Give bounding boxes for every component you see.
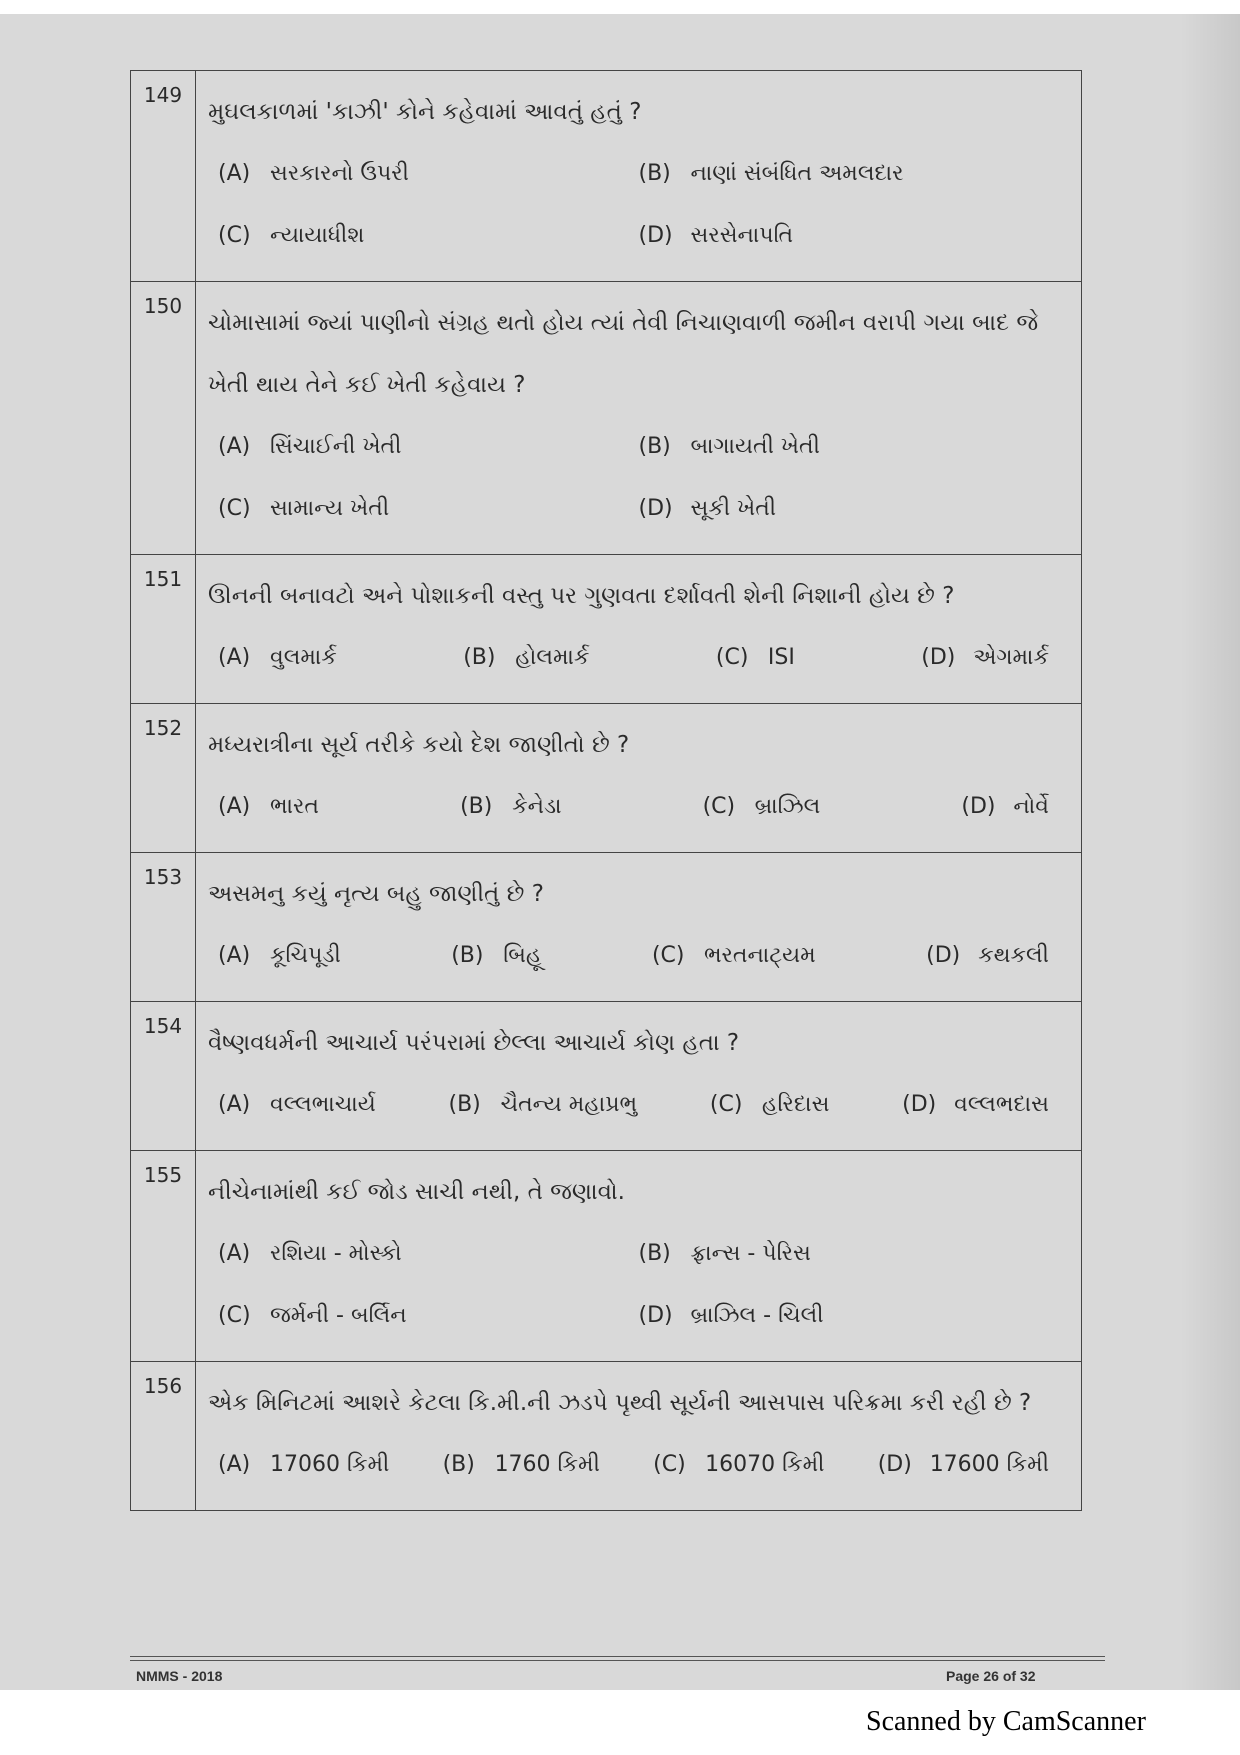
answer-option xyxy=(653,1434,824,1496)
option-letter: (B) xyxy=(638,1241,671,1266)
option-text: સરસેનાપતિ xyxy=(690,223,794,248)
option-text: વલ્લભાચાર્ય xyxy=(270,1092,376,1117)
option-text: 17600 કિમી xyxy=(929,1452,1049,1477)
option-text: બિહૂ xyxy=(503,943,542,968)
answer-option xyxy=(208,416,639,478)
option-text: એગમાર્ક xyxy=(973,645,1049,670)
answer-option xyxy=(639,143,1070,205)
option-letter: (C) xyxy=(709,1092,743,1117)
option-letter: (D) xyxy=(902,1092,937,1117)
footer-exam-label: NMMS - 2018 xyxy=(136,1668,223,1684)
option-letter: (D) xyxy=(638,1303,673,1328)
question-row xyxy=(131,71,1082,282)
question-number: 151 xyxy=(131,555,196,704)
answer-option xyxy=(208,1223,639,1285)
option-letter: (C) xyxy=(218,1303,251,1328)
question-row xyxy=(131,704,1082,853)
answer-option xyxy=(639,205,1070,267)
question-number: 156 xyxy=(131,1362,196,1511)
question-number: 149 xyxy=(131,71,196,282)
option-letter: (D) xyxy=(921,645,956,670)
question-number: 153 xyxy=(131,853,196,1002)
option-letter: (B) xyxy=(442,1452,475,1477)
answer-option xyxy=(902,1074,1049,1136)
answer-option xyxy=(218,776,319,838)
option-letter: (A) xyxy=(218,943,251,968)
answer-option xyxy=(451,925,541,987)
question-row xyxy=(131,1002,1082,1151)
question-body xyxy=(196,704,1082,853)
option-text: વલ્લભદાસ xyxy=(954,1092,1049,1117)
option-letter: (D) xyxy=(877,1452,912,1477)
option-text: બ્રાઝિલ - ચિલી xyxy=(690,1303,824,1328)
answer-option xyxy=(961,776,1049,838)
option-letter: (D) xyxy=(961,794,996,819)
option-text: સિંચાઈની ખેતી xyxy=(270,434,402,459)
question-text: અસમનુ કયું નૃત્ય બહુ જાણીતું છે ? xyxy=(208,881,544,907)
options-list xyxy=(208,776,1069,838)
answer-option xyxy=(208,143,639,205)
option-text: કેનેડા xyxy=(512,794,562,819)
answer-option xyxy=(218,627,337,689)
option-text: ન્યાયાધીશ xyxy=(270,223,365,248)
question-body xyxy=(196,1151,1082,1362)
option-text: કૂચિપૂડી xyxy=(270,943,341,968)
question-text: વૈષ્ણવધર્મની આચાર્ય પરંપરામાં છેલ્લા આચાર્ય કોણ હતા ? xyxy=(208,1030,740,1056)
question-table xyxy=(130,70,1082,1511)
question-body xyxy=(196,1002,1082,1151)
question-body xyxy=(196,555,1082,704)
option-letter: (A) xyxy=(218,434,251,459)
answer-option xyxy=(878,1434,1049,1496)
option-text: ભારત xyxy=(270,794,319,819)
answer-option xyxy=(652,925,816,987)
option-letter: (A) xyxy=(218,645,251,670)
option-letter: (A) xyxy=(218,794,251,819)
answer-option xyxy=(639,478,1070,540)
answer-option xyxy=(639,416,1070,478)
footer-page-number: Page 26 of 32 xyxy=(946,1668,1036,1684)
answer-option xyxy=(208,478,639,540)
option-text: ISI xyxy=(767,645,795,670)
footer-rule xyxy=(130,1656,1105,1661)
option-letter: (D) xyxy=(638,223,673,248)
option-letter: (C) xyxy=(218,496,251,521)
options-list xyxy=(208,925,1069,987)
options-list xyxy=(208,1074,1069,1136)
option-text: બાગાયતી ખેતી xyxy=(690,434,820,459)
answer-option xyxy=(703,776,821,838)
option-text: રશિયા - મોસ્કો xyxy=(270,1241,402,1266)
option-text: જર્મની - બર્લિન xyxy=(270,1303,407,1328)
option-letter: (B) xyxy=(448,1092,481,1117)
question-row xyxy=(131,1362,1082,1511)
option-letter: (B) xyxy=(451,943,484,968)
option-text: સૂકી ખેતી xyxy=(690,496,777,521)
option-letter: (A) xyxy=(218,1241,251,1266)
option-text: કથકલી xyxy=(978,943,1049,968)
option-letter: (D) xyxy=(638,496,673,521)
question-text: ઊનની બનાવટો અને પોશાકની વસ્તુ પર ગુણવતા દર્શાવતી શેની નિશાની હોય છે ? xyxy=(208,583,955,609)
question-number: 154 xyxy=(131,1002,196,1151)
question-text: ચોમાસામાં જ્યાં પાણીનો સંગ્રહ થતો હોય ત્યાં તેવી નિચાણવાળી જમીન વરાપી ગયા બાદ જે ખેતી થાય તેને કઈ ખેતી કહેવાય ? xyxy=(208,310,1039,398)
options-list xyxy=(208,1223,1069,1347)
page-fold-shadow xyxy=(1180,14,1240,1690)
answer-option xyxy=(926,925,1049,987)
answer-option xyxy=(463,627,589,689)
question-number: 152 xyxy=(131,704,196,853)
question-row xyxy=(131,853,1082,1002)
answer-option xyxy=(460,776,561,838)
question-body xyxy=(196,71,1082,282)
answer-option xyxy=(208,1285,639,1347)
option-text: સરકારનો ઉપરી xyxy=(270,161,409,186)
option-letter: (B) xyxy=(638,161,671,186)
option-text: નાણાં સંબંધિત અમલદાર xyxy=(690,161,904,186)
answer-option xyxy=(639,1223,1070,1285)
option-letter: (A) xyxy=(218,1092,251,1117)
option-text: હરિદાસ xyxy=(761,1092,830,1117)
option-text: ભરતનાટ્યમ xyxy=(703,943,816,968)
question-body xyxy=(196,1362,1082,1511)
options-list xyxy=(208,416,1069,540)
option-text: 16070 કિમી xyxy=(705,1452,825,1477)
answer-option xyxy=(639,1285,1070,1347)
question-row xyxy=(131,555,1082,704)
answer-option xyxy=(218,925,341,987)
answer-option xyxy=(710,1074,830,1136)
question-text: એક મિનિટમાં આશરે કેટલા કિ.મી.ની ઝડપે પૃથ્વી સૂર્યની આસપાસ પરિક્રમા કરી રહી છે ? xyxy=(208,1390,1032,1416)
answer-option xyxy=(921,627,1049,689)
answer-option xyxy=(208,205,639,267)
option-text: હોલમાર્ક xyxy=(515,645,590,670)
option-letter: (B) xyxy=(638,434,671,459)
options-list xyxy=(208,1434,1069,1496)
options-list xyxy=(208,627,1069,689)
question-text: નીચેનામાંથી કઈ જોડ સાચી નથી, તે જણાવો. xyxy=(208,1179,625,1205)
option-letter: (C) xyxy=(651,943,685,968)
option-letter: (A) xyxy=(218,1452,251,1477)
option-letter: (B) xyxy=(460,794,493,819)
option-letter: (C) xyxy=(715,645,749,670)
question-number: 155 xyxy=(131,1151,196,1362)
option-letter: (D) xyxy=(926,943,961,968)
answer-option xyxy=(218,1434,389,1496)
question-body xyxy=(196,853,1082,1002)
option-letter: (C) xyxy=(653,1452,686,1477)
scanner-watermark: Scanned by CamScanner xyxy=(866,1706,1146,1737)
options-list xyxy=(208,143,1069,267)
question-row xyxy=(131,1151,1082,1362)
answer-option xyxy=(218,1074,376,1136)
option-text: ફ્રાન્સ - પેરિસ xyxy=(690,1241,811,1266)
option-letter: (C) xyxy=(702,794,736,819)
answer-option xyxy=(716,627,795,689)
question-text: મુઘલકાળમાં 'કાઝી' કોને કહેવામાં આવતું હતું ? xyxy=(208,99,642,125)
option-text: 1760 કિમી xyxy=(494,1452,600,1477)
question-body xyxy=(196,282,1082,555)
option-text: સામાન્ય ખેતી xyxy=(270,496,390,521)
option-letter: (C) xyxy=(218,223,251,248)
option-letter: (A) xyxy=(218,161,251,186)
option-text: વુલમાર્ક xyxy=(270,645,337,670)
option-text: ચૈતન્ય મહાપ્રભુ xyxy=(500,1092,638,1117)
option-letter: (B) xyxy=(463,645,496,670)
answer-option xyxy=(449,1074,638,1136)
question-row xyxy=(131,282,1082,555)
option-text: બ્રાઝિલ xyxy=(754,794,821,819)
option-text: નોર્વે xyxy=(1013,794,1049,819)
question-text: મધ્યરાત્રીના સૂર્ય તરીકે કયો દેશ જાણીતો છે ? xyxy=(208,732,630,758)
answer-option xyxy=(443,1434,600,1496)
question-number: 150 xyxy=(131,282,196,555)
option-text: 17060 કિમી xyxy=(270,1452,390,1477)
